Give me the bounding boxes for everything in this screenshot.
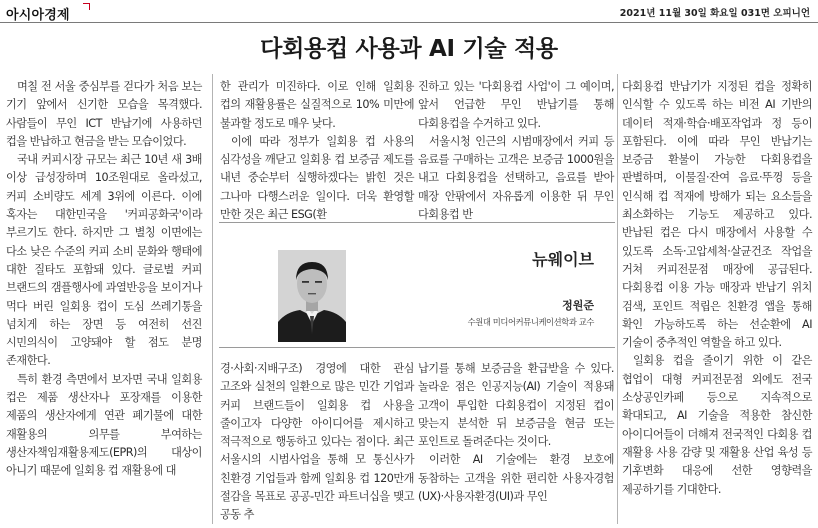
paragraph: 서울시청 인근의 시범매장에서 커피 등 음료를 구매하는 고객은 보증금 1000원을 내고 다회용컵을 선택하고, 음료를 받아 매장 안팎에서 자유롭게 이용한 뒤 무인 다회용컵 반 bbox=[418, 134, 614, 222]
article-column-4 bbox=[622, 78, 812, 499]
author-portrait-image bbox=[278, 250, 346, 342]
column-divider bbox=[212, 74, 213, 524]
article-column-2-top bbox=[220, 78, 414, 224]
paragraph: 다회용컵 반납기가 지정된 컵을 정확히 인식할 수 있도록 하는 비전 AI 기반의 데이터 적재·학습·배포작업과 정 등이 포함된다. 이에 따라 무인 반납기는 보증금 환불이 가능한 다회용컵을 판별하며, 이물질·잔여 음료·뚜껑 등을 인식해 컵 적재에 방해가 되는 요소들을 최소화하는 기능도 제공하고 있다. 반납된 컵은 다시 매장에서 사용할 수 있도록 소독·고압세척·살균건조 작업을 거쳐 커피전문점 매장에 공급된다. 다회용컵 이용 가능 매장과 반납기 위치 검색, 포인트 적립은 친환경 앱을 통해 확인 가능하도록 하는 선순환에 AI 기술이 중추적인 역할을 하고 있다. bbox=[622, 80, 812, 350]
author-title: 수원대 미디어커뮤니케이션학과 교수 bbox=[467, 317, 594, 327]
author-portrait-icon bbox=[278, 250, 346, 342]
paragraph: 한 관리가 미진하다. 이로 인해 일회용 컵의 재활용률은 실질적으로 10% 미만에 불과할 정도로 매우 낮다. bbox=[220, 80, 414, 130]
article-column-3-bottom bbox=[418, 360, 614, 506]
paragraph: 이에 따라 정부가 일회용 컵 사용의 심각성을 깨닫고 일회용 컵 보증금 제도를 내년 중순부터 실행하겠다는 밝힌 것은 그나마 다행스러운 일이다. 더욱 환영할 만한 것은 최근 ESG(환 bbox=[220, 134, 414, 222]
paragraph: 일회용 컵을 줄이기 위한 이 같은 협업이 대형 커피전문점 외에도 전국 소상공인카페 등으로 지속적으로 확대되고, AI 기술을 적용한 참신한 아이디어들이 더해져 전국적인 다회용 컵 재활용 사용 감량 및 재활용 산업 육성 등 기후변화 대응에 선한 영향력을 제공하기를 기대한다. bbox=[622, 354, 812, 496]
masthead bbox=[0, 0, 818, 23]
paragraph: 진하고 있는 '다회용컵 사업'이 그 예이며, 앞서 언급한 무인 반납기를 통해 다회용컵을 수거하고 있다. bbox=[418, 80, 614, 130]
headline: 다회용컵 사용과 AI 기술 적용 bbox=[260, 36, 558, 62]
article-column-1 bbox=[6, 78, 202, 481]
paragraph: 며칠 전 서울 중심부를 걷다가 처음 보는 기기 앞에서 신기한 모습을 목격했다. 사람들이 무인 ICT 반납기에 사용하던 컵을 반납하고 현금을 받는 모습이었다. bbox=[6, 80, 202, 148]
paragraph: 납기를 통해 보증금을 환급받을 수 있다. 놀라운 점은 인공지능(AI) 기술이 적용돼 고객이 투입한 다회용컵이 지정된 컵이 맞는지 분석한 뒤 보증금을 현금 또는 포인트로 돌려준다는 것이다. bbox=[418, 362, 614, 449]
article-column-3-top bbox=[418, 78, 614, 224]
article-column-2-bottom bbox=[220, 360, 414, 525]
paragraph: 특히 환경 측면에서 보자면 국내 일회용 컵은 제품 생산자나 포장재를 이용한 제품의 생산자에게 연관 폐기물에 대한 재활용의 의무를 부여하는 생산자책임재활용제도(EPR)의 대상이 아니기 때문에 일회용 컵 재활용에 대 bbox=[6, 372, 202, 478]
column-divider bbox=[617, 74, 618, 524]
dateline: 2021년 11월 30일 화요일 031면 오피니언 bbox=[619, 8, 810, 19]
column-name: 뉴웨이브 bbox=[532, 250, 594, 269]
paragraph: 이러한 AI 기술에는 환경 보호에 동참하는 고객을 위한 편리한 사용자경험(UX)·사용자환경(UI)과 무인 bbox=[418, 453, 614, 504]
author-name: 정원준 bbox=[562, 299, 594, 312]
publication-logo: 아시아경제 bbox=[6, 8, 70, 23]
paragraph: 경·사회·지배구조) 경영에 대한 관심 고조와 실천의 일환으로 많은 민간 기업과 커피 브랜드들이 일회용 컵 사용을 줄이고자 다양한 아이디어를 제시하고 적극적으로 행동하고 있다는 점이다. 최근 서울시의 시범사업을 통해 모 통신사가 친환경 기업들과 함께 일회용 컵 120만개 절감을 목표로 공공-민간 파트너십을 맺고 공동 추 bbox=[220, 362, 414, 522]
logo-corner-mark-icon bbox=[83, 3, 90, 10]
paragraph: 국내 커피시장 규모는 최근 10년 새 3배 이상 급성장하며 10조원대로 올라섰고, 커피 소비량도 세계 3위에 이른다. 이에 혹자는 대한민국을 '커피공화국'이라 부르기도 한다. 하지만 그 별칭 이면에는 다소 낮은 수준의 커피 소비 문화와 행태에 대한 질타도 포함돼 있다. 글로벌 커피 브랜드의 갬플행사에 과열반응을 보이거나 먹다 버린 일회용 컵이 도심 쓰레기통을 넘치게 하는 장면 등 여전히 선진 시민의식이 고양돼야 할 점도 분명 존재한다. bbox=[6, 153, 202, 368]
